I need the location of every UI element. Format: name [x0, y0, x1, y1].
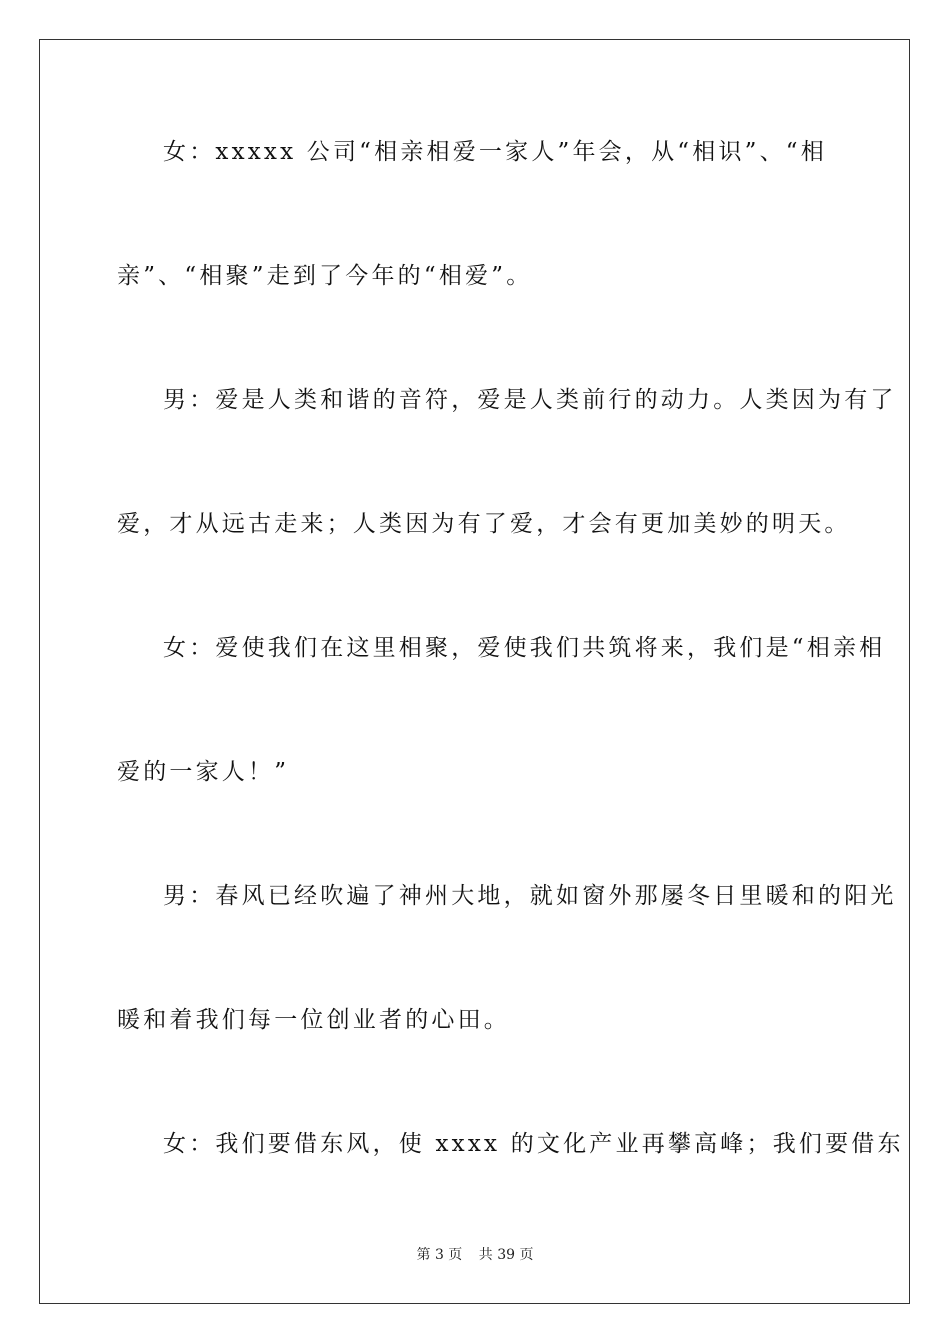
paragraph-line: 男：爱是人类和谐的音符，爱是人类前行的动力。人类因为有了 [163, 387, 897, 413]
paragraph-line: 女：我们要借东风，使 xxxx 的文化产业再攀高峰；我们要借东 [163, 1131, 904, 1157]
paragraph-line: 女：xxxxx 公司“相亲相爱一家人”年会，从“相识”、“相 [163, 139, 827, 165]
paragraph-line: 亲”、“相聚”走到了今年的“相爱”。 [117, 263, 533, 289]
paragraph-line: 男：春风已经吹遍了神州大地，就如窗外那屡冬日里暖和的阳光 [163, 883, 897, 909]
paragraph-line: 爱，才从远古走来；人类因为有了爱，才会有更加美妙的明天。 [117, 511, 851, 537]
paragraph-line: 暖和着我们每一位创业者的心田。 [117, 1007, 510, 1033]
paragraph-line: 爱的一家人！” [117, 759, 290, 785]
page-border [39, 39, 910, 1304]
paragraph-line: 女：爱使我们在这里相聚，爱使我们共筑将来，我们是“相亲相 [163, 635, 886, 661]
page-footer [0, 1246, 950, 1264]
page-total: 共 39 页 [478, 1247, 534, 1263]
page-number: 第 3 页 [416, 1247, 463, 1263]
